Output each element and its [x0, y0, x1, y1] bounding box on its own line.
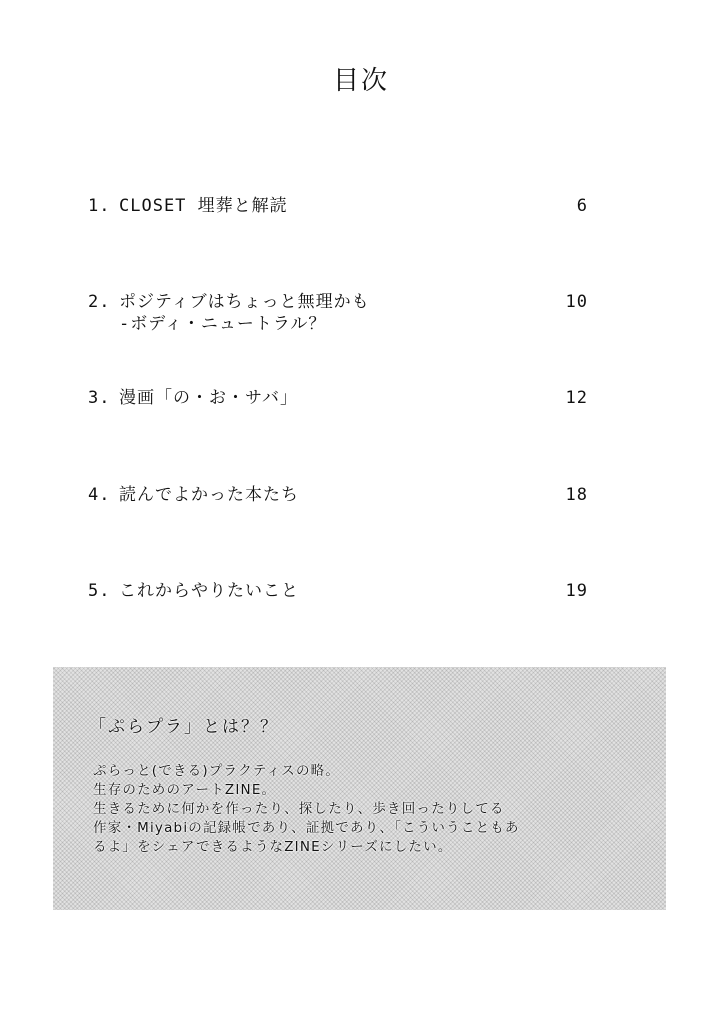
about-line: 生存のためのアートZINE。 — [93, 782, 277, 798]
toc-entry-title: これからやりたいこと — [119, 581, 299, 601]
toc-entry-page: 18 — [565, 485, 588, 505]
toc-entry-page: 19 — [565, 581, 588, 601]
toc-entry-number: 5. — [88, 581, 111, 601]
toc-entry-title: ポジティブはちょっと無理かも — [119, 292, 370, 312]
toc-entry-2 — [88, 289, 588, 339]
toc-entry-page: 12 — [565, 388, 588, 408]
about-line: 生きるために何かを作ったり、探したり、歩き回ったりしてる — [93, 801, 505, 817]
about-line: ぷらっと(できる)プラクティスの略。 — [93, 763, 341, 779]
toc-entry-number: 4. — [88, 485, 111, 505]
toc-entry-title: CLOSET 埋葬と解読 — [119, 196, 288, 216]
toc-entry-number: 2. — [88, 292, 111, 312]
toc-entry-subtitle: -ボディ・ニュートラル？ — [119, 314, 327, 334]
toc-entry-title: 読んでよかった本たち — [119, 485, 299, 505]
about-line: るよ」をシェアできるようなZINEシリーズにしたい。 — [93, 839, 453, 855]
toc-entry-number: 1. — [88, 196, 111, 216]
about-line: 作家・Miyabiの記録帳であり、証拠であり、「こういうこともあ — [93, 820, 520, 836]
toc-entry-page: 6 — [576, 196, 588, 216]
page-title: 目次 — [332, 66, 389, 96]
toc-entry-title: 漫画「の・お・サバ」 — [119, 388, 298, 408]
toc-entry-page: 10 — [565, 292, 588, 312]
about-box — [53, 667, 666, 910]
about-text — [93, 762, 520, 857]
toc-entry-number: 3. — [88, 388, 111, 408]
about-heading: 「ぷらプラ」とは？？ — [89, 717, 279, 737]
